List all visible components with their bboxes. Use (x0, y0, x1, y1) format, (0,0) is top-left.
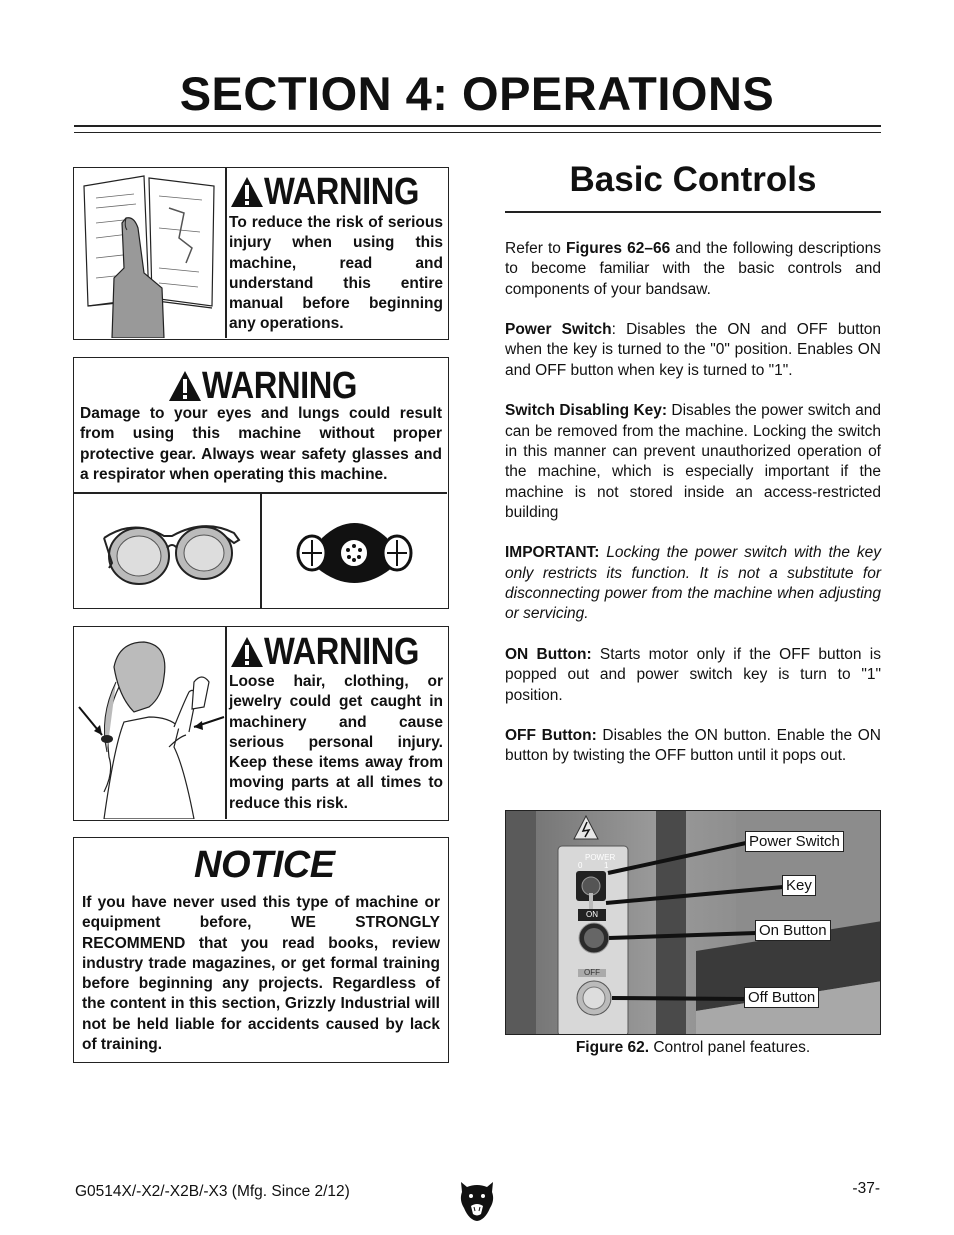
manual-reading-illustration (74, 168, 225, 338)
warning-text: Loose hair, clothing, or jewelry could get caught in machinery and cause serious personal injury. Keep these items away from moving parts at all times to reduce this risk. (229, 673, 443, 812)
callout-power-switch: Power Switch (745, 831, 844, 852)
callout-key: Key (782, 875, 816, 896)
intro-paragraph: Refer to Figures 62–66 and the following descriptions to become familiar with the basic controls and components of your bandsaw. (505, 240, 881, 298)
notice-text: If you have never used this type of machine or equipment before, WE STRONGLY RECOMMEND that you read books, review industry trade magazines, or get formal training before beginning any projects. Regardless of the content in this section, Grizzly Industrial will not be held liable for accidents caused by lack of training. (82, 894, 440, 1054)
title-rule-thin (74, 132, 881, 133)
respirator-illustration (292, 508, 417, 598)
basic-controls-body (505, 239, 881, 787)
warning-triangle-icon (168, 369, 202, 403)
warning-header (168, 366, 382, 406)
callout-off-button: Off Button (744, 987, 819, 1008)
panel-label-off: OFF (584, 968, 600, 977)
warning-box-protective-gear (73, 357, 449, 609)
long-hair-illustration (74, 627, 225, 819)
panel-label-on: ON (586, 910, 598, 919)
panel-label-power: POWER (585, 853, 616, 862)
warning-triangle-icon (230, 635, 264, 669)
warning-text: To reduce the risk of serious injury when using this machine, read and understand this entire manual before beginning any operations. (229, 214, 443, 333)
section-title: SECTION 4: OPERATIONS (179, 67, 775, 120)
figure-caption: Figure 62. Control panel features. (575, 1039, 811, 1056)
grizzly-bear-logo-icon (458, 1178, 496, 1222)
warning-header (230, 172, 444, 212)
important-paragraph: IMPORTANT: Locking the power switch with the key only restricts its function. It is not a substitute for disconnecting power from the machine when adjusting or servicing. (505, 544, 881, 623)
warning-triangle-icon (230, 175, 264, 209)
control-panel-photo (505, 810, 881, 1035)
warning-box-manual (73, 167, 449, 340)
callout-on-button: On Button (755, 920, 831, 941)
warning-header (230, 632, 444, 672)
basic-controls-heading: Basic Controls (569, 160, 817, 199)
page-number: -37- (852, 1180, 880, 1197)
divider (225, 627, 227, 819)
heading-rule (505, 211, 881, 213)
power-switch-paragraph: Power Switch: Disables the ON and OFF button when the key is turned to the "0" position. Enables ON and OFF button when key is turned to "1". (505, 321, 881, 379)
safety-glasses-illustration (94, 508, 244, 598)
title-rule (74, 125, 881, 127)
footer-model: G0514X/-X2/-X2B/-X3 (Mfg. Since 2/12) (75, 1183, 350, 1200)
off-button-paragraph: OFF Button: Disables the ON button. Enable the ON button by twisting the OFF button until it pops out. (505, 727, 881, 765)
notice-box (73, 837, 449, 1063)
panel-label-zero: 0 (578, 861, 583, 870)
on-button-paragraph: ON Button: Starts motor only if the OFF button is popped out and power switch key is turn to "1" position. (505, 645, 881, 704)
key-paragraph: Switch Disabling Key: Disables the power switch and can be removed from the machine. Locking the switch in this manner can prevent unauthorized operation of the machine, which is especially important if the machine is not stored inside an access-restricted building (505, 402, 881, 521)
warning-label: WARNING (264, 631, 419, 673)
divider (225, 168, 227, 338)
warning-box-loose-clothing (73, 626, 449, 821)
divider (260, 492, 262, 608)
warning-text: Damage to your eyes and lungs could result from using this machine without proper protective gear. Always wear safety glasses and a respirator when operating this machine. (80, 405, 442, 483)
notice-label: NOTICE (194, 844, 335, 886)
panel-label-one: 1 (604, 861, 609, 870)
warning-label: WARNING (264, 171, 419, 213)
warning-label: WARNING (202, 365, 357, 407)
